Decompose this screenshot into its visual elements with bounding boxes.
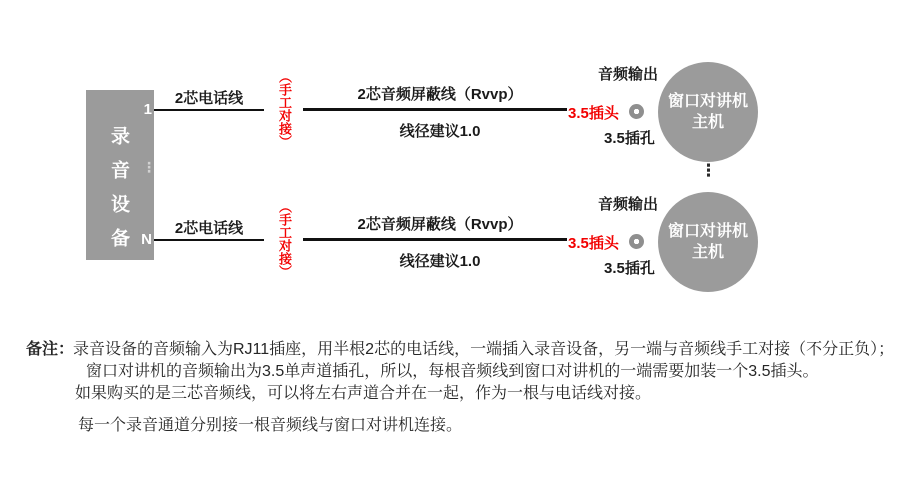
connection-row-2: [0, 130, 912, 330]
wire-gauge-label: 线径建议1.0: [399, 123, 481, 140]
audio-output-label: 音频输出: [598, 66, 659, 83]
recorder-port-1: 1: [143, 101, 152, 118]
wire-gauge-label: 线径建议1.0: [399, 253, 481, 270]
plug-3-5-label: 3.5插头: [568, 235, 619, 252]
manual-join-label: （手工对接）: [277, 70, 292, 148]
phone-line: [154, 109, 264, 111]
jack-3-5-label: 3.5插孔: [604, 130, 655, 147]
more-hosts-ellipsis: ⋮: [700, 161, 717, 180]
shielded-audio-line: [303, 238, 567, 241]
manual-join-label: （手工对接）: [277, 200, 292, 278]
audio-jack-icon: [629, 234, 644, 249]
notes-title: 备注：: [26, 341, 75, 358]
intercom-host-circle: [658, 192, 758, 292]
intercom-host-label-line1: 窗口对讲机: [667, 223, 748, 240]
recorder-ports-ellipsis: ⋮: [142, 159, 156, 175]
note-line: 窗口对讲机的音频输出为3.5单声道插孔，所以，每根音频线到窗口对讲机的一端需要加装一个3.5插头。: [86, 363, 819, 380]
phone-line-label: 2芯电话线: [174, 90, 244, 107]
note-line: 如果购买的是三芯音频线，可以将左右声道合并在一起，作为一根与电话线对接。: [75, 385, 652, 402]
intercom-host-label-line2: 主机: [691, 114, 724, 131]
plug-3-5-label: 3.5插头: [568, 105, 619, 122]
intercom-host-label-line2: 主机: [691, 244, 724, 261]
intercom-host-label-line1: 窗口对讲机: [667, 93, 748, 110]
jack-3-5-label: 3.5插孔: [604, 260, 655, 277]
phone-line: [154, 239, 264, 241]
shielded-audio-line: [303, 108, 567, 111]
audio-jack-icon: [629, 104, 644, 119]
recorder-device-label: 录音设备: [108, 126, 129, 262]
recorder-port-n: N: [141, 231, 152, 248]
note-line: 每一个录音通道分别接一根音频线与窗口对讲机连接。: [78, 417, 463, 434]
phone-line-label: 2芯电话线: [174, 220, 244, 237]
shielded-audio-line-label: 2芯音频屏蔽线（Rvvp）: [357, 86, 523, 103]
audio-output-label: 音频输出: [598, 196, 659, 213]
shielded-audio-line-label: 2芯音频屏蔽线（Rvvp）: [357, 216, 523, 233]
note-line: 录音设备的音频输入为RJ11插座，用半根2芯的电话线，一端插入录音设备，另一端与音频线手工对接（不分正负）；: [73, 341, 895, 358]
